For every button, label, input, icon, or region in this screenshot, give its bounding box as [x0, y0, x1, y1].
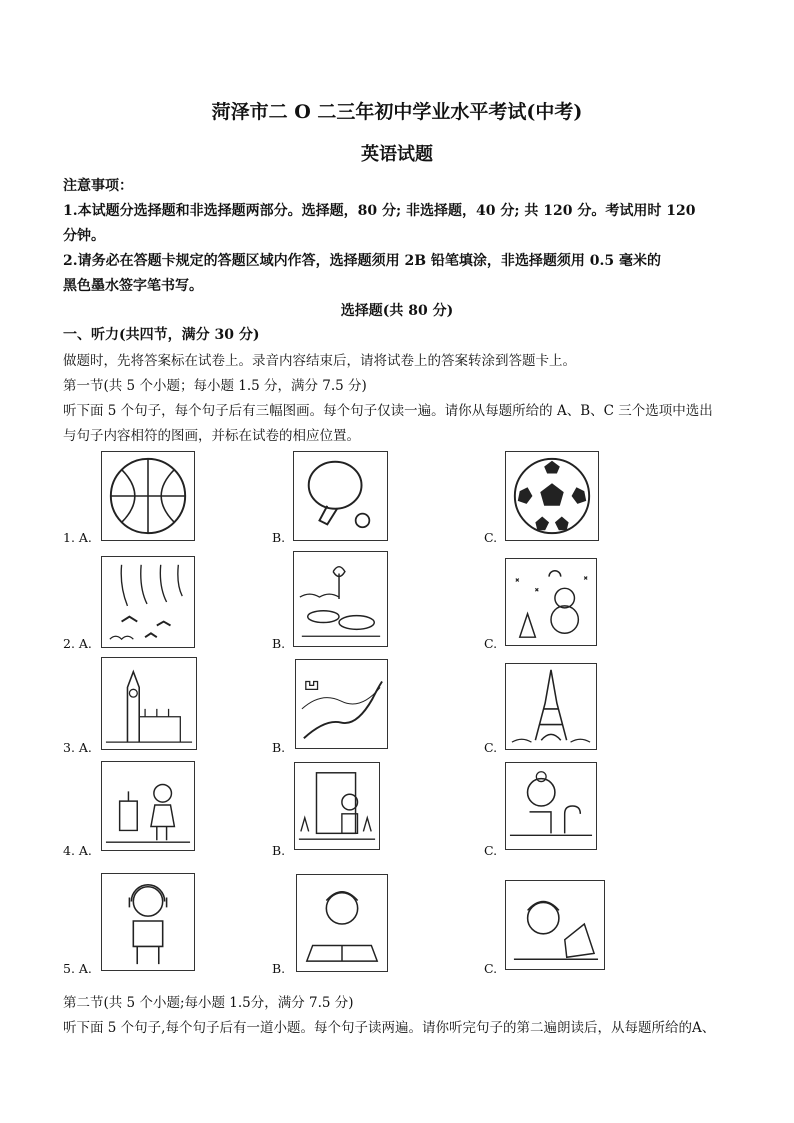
boy-reading-icon — [505, 880, 605, 970]
note-2-line-2: 黑色墨水签字笔书写。 — [63, 278, 203, 294]
q5-a-label: 5. A. — [63, 961, 92, 976]
spring-willow-swallows-icon — [101, 556, 195, 648]
section-1-instruction-line-1: 听下面 5 个句子，每个句子后有三幅图画。每个句子仅读一遍。请你从每题所给的 A、B、C 三个选项中选出 — [63, 403, 713, 419]
q2-c-label: C. — [484, 636, 498, 651]
note-1-line-2: 分钟。 — [63, 228, 105, 244]
section-heading: 选择题(共 80 分) — [340, 303, 454, 319]
soccer-ball-icon — [505, 451, 599, 541]
note-1-line-1: 1.本试题分选择题和非选择题两部分。选择题，80 分; 非选择题，40 分; 共 120 分。考试用时 120 — [63, 203, 696, 219]
winter-snowman-icon — [505, 558, 597, 646]
girl-washing-hands-icon — [505, 762, 597, 850]
section-2-instruction-line-1: 听下面 5 个句子,每个句子后有一道小题。每个句子读两遍。请你听完句子的第二遍朗读后，从每题所给的A、 — [63, 1020, 716, 1036]
section-1-instruction-line-2: 与句子内容相符的图画，并标在试卷的相应位置。 — [63, 428, 360, 444]
q4-b-label: B. — [272, 843, 286, 858]
q4-c-label: C. — [484, 843, 498, 858]
q4-a-label: 4. A. — [63, 843, 92, 858]
q1-b-label: B. — [272, 530, 286, 545]
section-2-heading: 第二节(共 5 个小题;每小题 1.5分，满分 7.5 分) — [63, 995, 354, 1011]
q3-c-label: C. — [484, 740, 498, 755]
big-ben-icon — [101, 657, 197, 750]
q2-b-label: B. — [272, 636, 286, 651]
q1-c-label: C. — [484, 530, 498, 545]
q3-b-label: B. — [272, 740, 286, 755]
q5-c-label: C. — [484, 961, 498, 976]
q2-a-label: 2. A. — [63, 636, 92, 651]
girl-at-window-icon — [294, 762, 380, 850]
boy-with-headphones-icon — [101, 873, 195, 971]
exam-subtitle: 英语试题 — [361, 144, 433, 165]
section-1-heading: 第一节(共 5 个小题；每小题 1.5 分，满分 7.5 分) — [63, 378, 367, 394]
q5-b-label: B. — [272, 961, 286, 976]
eiffel-tower-icon — [505, 663, 597, 750]
q1-a-label: 1. A. — [63, 530, 92, 545]
girl-speaking-at-podium-icon — [101, 761, 195, 851]
notes-heading: 注意事项： — [63, 178, 133, 194]
great-wall-icon — [295, 659, 388, 749]
note-2-line-1: 2.请务必在答题卡规定的答题区域内作答，选择题须用 2B 铅笔填涂，非选择题须用 0.5 毫米的 — [63, 253, 662, 269]
part-1-instruction: 做题时，先将答案标在试卷上。录音内容结束后，请将试卷上的答案转涂到答题卡上。 — [63, 353, 576, 369]
ping-pong-paddle-icon — [293, 451, 388, 541]
summer-lotus-pond-icon — [293, 551, 388, 647]
exam-title: 菏泽市二 O 二三年初中学业水平考试(中考) — [211, 101, 583, 123]
part-1-heading: 一、听力(共四节，满分 30 分) — [63, 327, 260, 343]
boy-writing-icon — [296, 874, 388, 972]
q3-a-label: 3. A. — [63, 740, 92, 755]
basketball-icon — [101, 451, 195, 541]
